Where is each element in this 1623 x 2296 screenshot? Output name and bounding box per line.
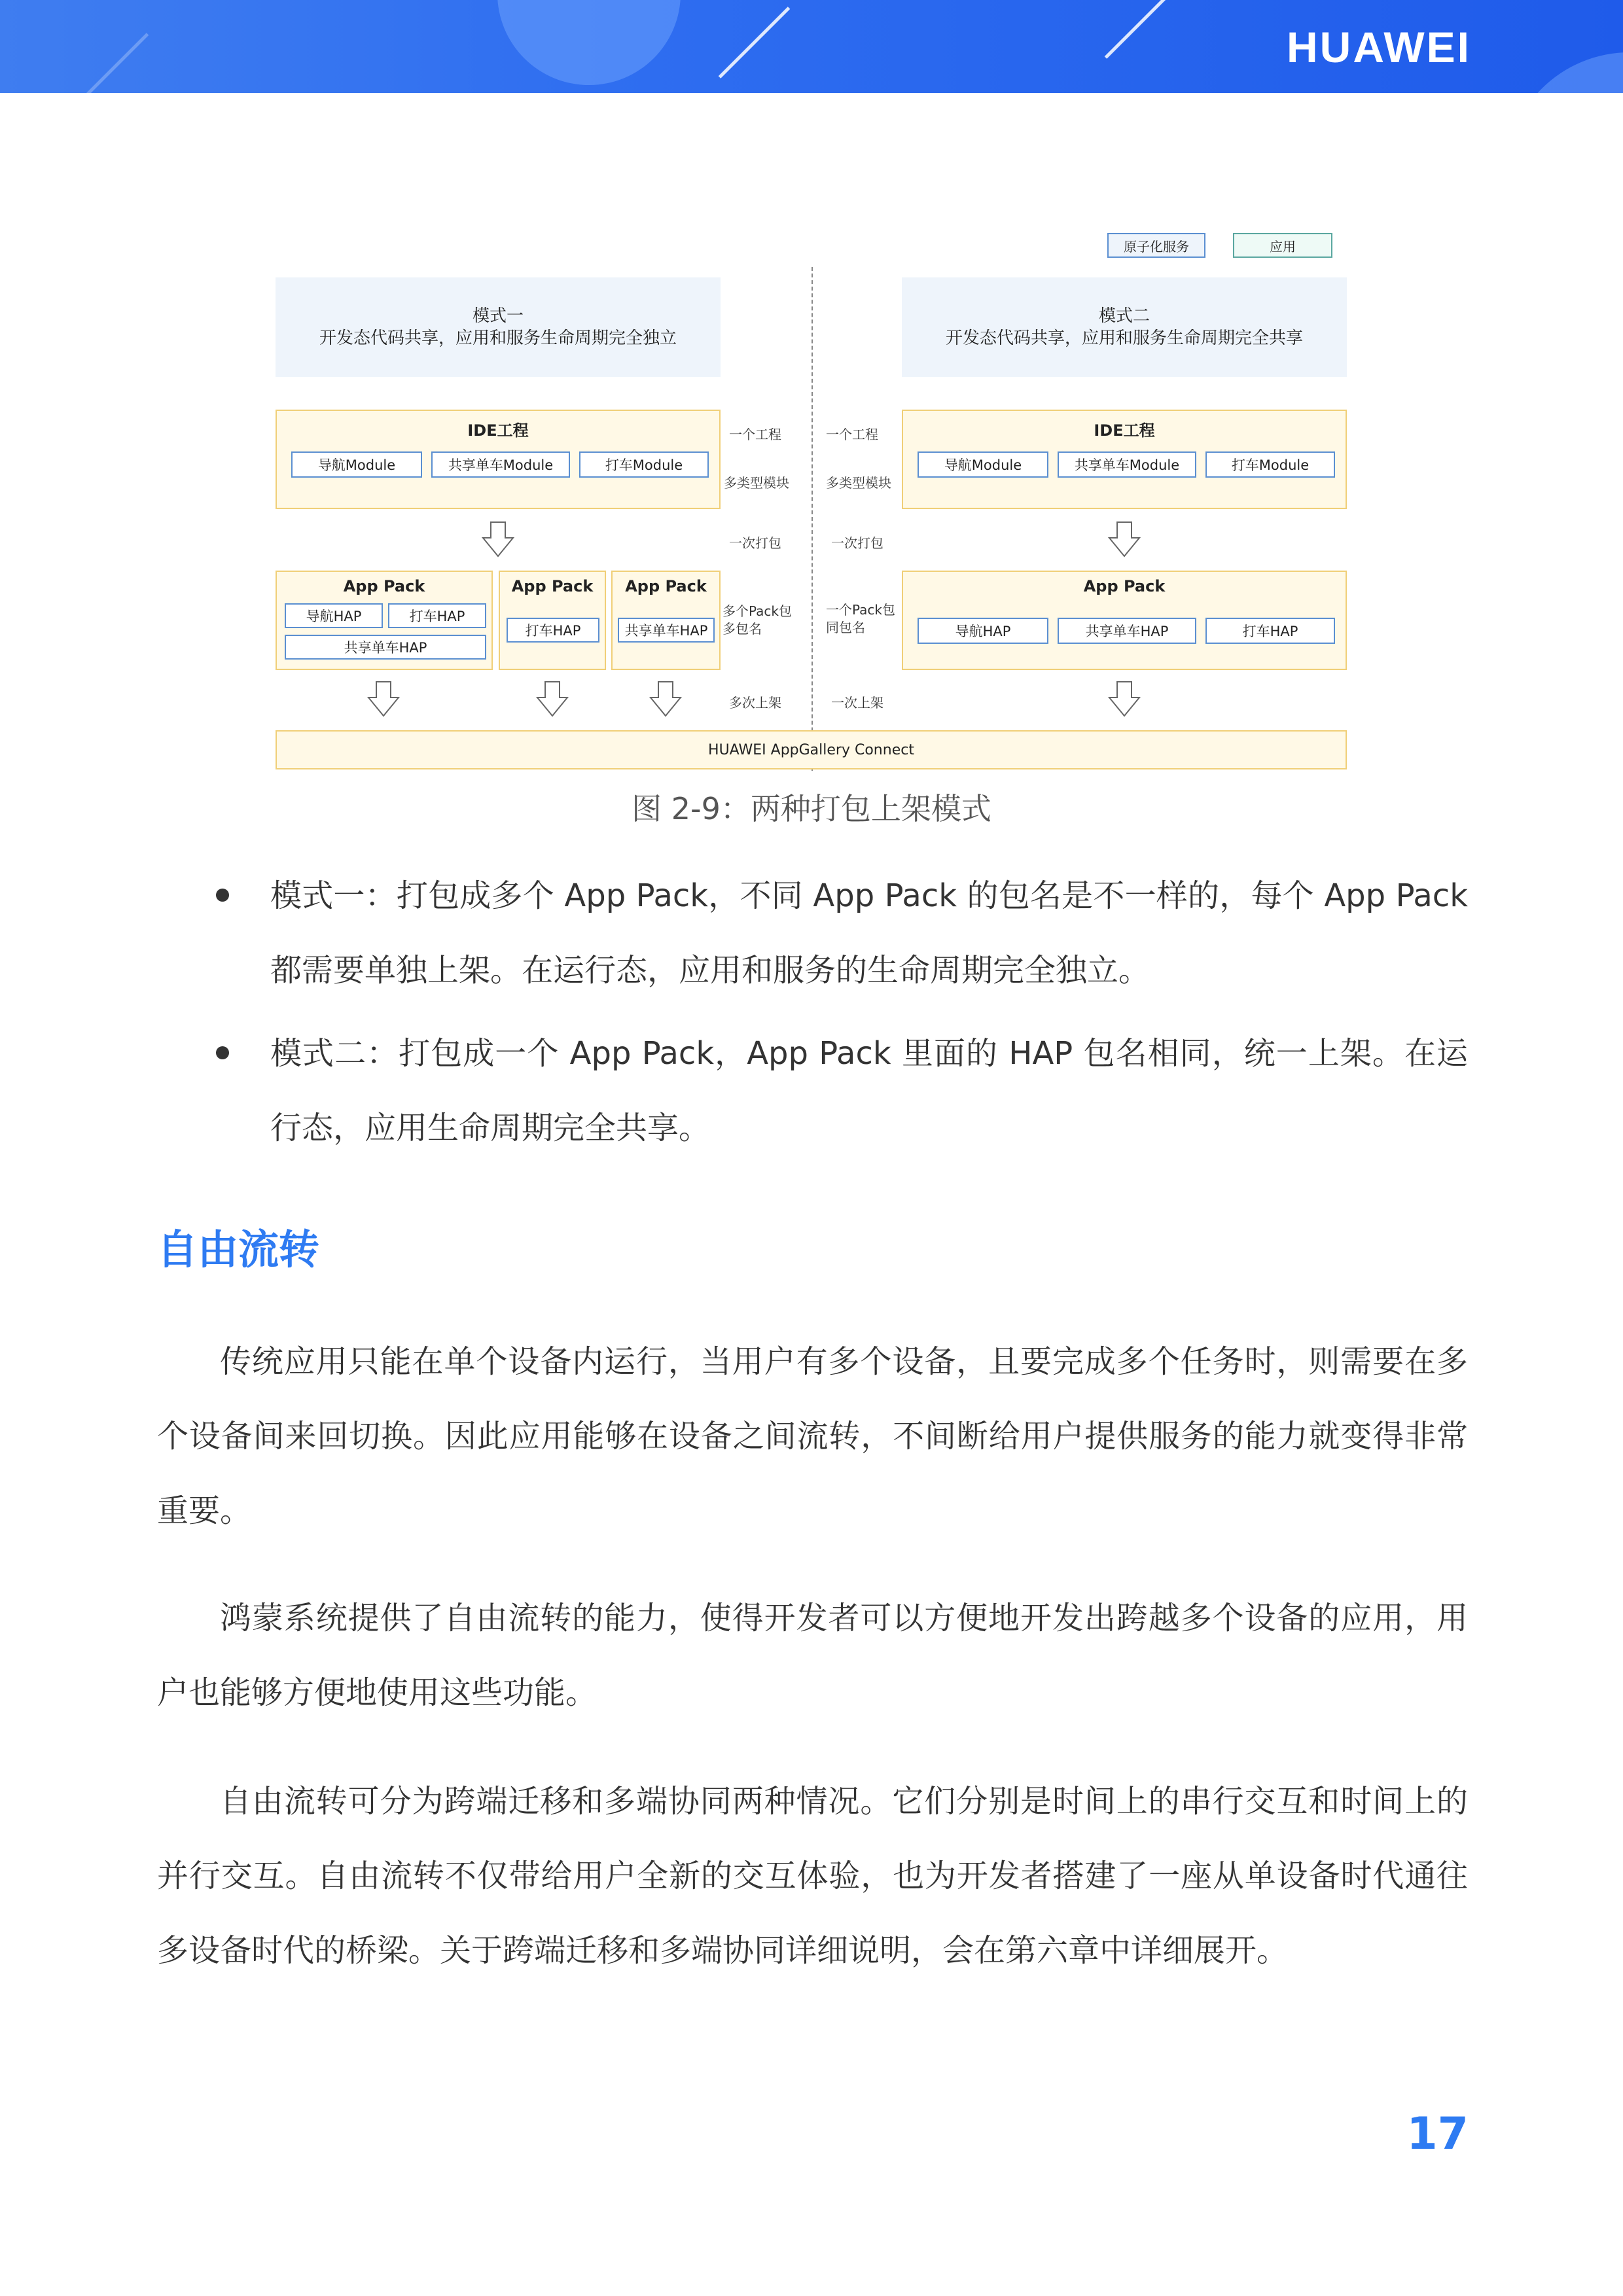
label-multi-release-left: 多次上架 (729, 695, 781, 711)
label-one-project-left: 一个工程 (729, 427, 781, 442)
mode2-desc: 开发态代码共享，应用和服务生命周期完全共享 (945, 328, 1303, 348)
label-multi-pack-left-1: 多个Pack包 (722, 603, 792, 619)
bullet-dot (216, 1046, 229, 1059)
module-taxi-left (579, 451, 709, 478)
hap-nav-left (285, 603, 383, 628)
module-share-bike-right (1058, 451, 1196, 478)
module-nav-right-label: 导航Module (944, 457, 1022, 473)
mode2-box (902, 277, 1347, 377)
appgallery-connect-bar (276, 730, 1347, 769)
hap-nav-left-label: 导航HAP (306, 609, 362, 624)
label-multi-module-left: 多类型模块 (724, 475, 789, 491)
hap-taxi-left-1 (388, 603, 486, 628)
label-one-release-right: 一次上架 (831, 695, 883, 711)
ide-project-right-title: IDE工程 (1094, 421, 1155, 440)
hap-taxi-left-2 (507, 618, 599, 643)
hap-share-bike-right-label: 共享单车HAP (1085, 624, 1169, 639)
bullet-item-1: 模式一：打包成多个 App Pack，不同 App Pack 的包名是不一样的，每个 App Pack 都需要单独上架。在运行态，应用和服务的生命周期完全独立。 (270, 877, 1468, 989)
page-number: 17 (1406, 2108, 1469, 2160)
mode2-title: 模式二 (1098, 306, 1150, 326)
hap-share-bike-left-1 (285, 635, 486, 660)
app-pack-left-3-title: App Pack (625, 577, 707, 595)
app-pack-right (902, 571, 1347, 670)
legend-atomic-service-label: 原子化服务 (1124, 238, 1189, 255)
module-share-bike-left-label: 共享单车Module (448, 457, 554, 473)
down-arrow-icon (1108, 680, 1141, 717)
packaging-diagram (0, 0, 1623, 826)
figure-caption: 图 2-9：两种打包上架模式 (632, 791, 991, 826)
module-nav-left (291, 451, 422, 478)
bullet-item-2: 模式二：打包成一个 App Pack，App Pack 里面的 HAP 包名相同，统一上架。在运行态，应用生命周期完全共享。 (270, 1035, 1468, 1146)
paragraph-1: 传统应用只能在单个设备内运行，当用户有多个设备，且要完成多个任务时，则需要在多个设备间来回切换。因此应用能够在设备之间流转，不间断给用户提供服务的能力就变得非常重要。 (157, 1343, 1468, 1529)
module-share-bike-right-label: 共享单车Module (1074, 457, 1180, 473)
module-taxi-left-label: 打车Module (605, 457, 683, 473)
ide-project-left-title: IDE工程 (467, 421, 529, 440)
app-pack-right-title: App Pack (1083, 577, 1166, 595)
paragraph-2: 鸿蒙系统提供了自由流转的能力，使得开发者可以方便地开发出跨越多个设备的应用，用户也能够方便地使用这些功能。 (157, 1600, 1468, 1711)
module-nav-right (918, 451, 1048, 478)
legend-app (1233, 233, 1332, 258)
hap-share-bike-left-1-label: 共享单车HAP (344, 640, 427, 656)
hap-taxi-left-2-label: 打车HAP (525, 623, 581, 639)
app-pack-left-3 (611, 571, 721, 670)
app-pack-left-2 (499, 571, 606, 670)
hap-share-bike-left-2 (618, 618, 715, 643)
hap-taxi-right (1205, 618, 1335, 644)
module-taxi-right (1205, 451, 1335, 478)
hap-share-bike-right (1058, 618, 1196, 644)
app-pack-left-1-title: App Pack (343, 577, 425, 595)
hap-nav-right-label: 导航HAP (955, 624, 1011, 639)
down-arrow-icon (1108, 521, 1141, 557)
label-one-project-right: 一个工程 (826, 427, 878, 442)
label-multi-module-right: 多类型模块 (826, 475, 891, 491)
down-arrow-icon (536, 680, 569, 717)
app-pack-left-1 (276, 571, 493, 670)
label-one-pack-right-2: 同包名 (826, 620, 865, 635)
legend-atomic-service (1107, 233, 1205, 258)
module-nav-left-label: 导航Module (317, 457, 396, 473)
mode1-desc: 开发态代码共享，应用和服务生命周期完全独立 (319, 328, 677, 348)
hap-taxi-left-1-label: 打车HAP (409, 609, 465, 624)
label-one-package-left: 一次打包 (729, 535, 781, 551)
module-taxi-right-label: 打车Module (1231, 457, 1310, 473)
module-share-bike-left (431, 451, 570, 478)
hap-nav-right (918, 618, 1048, 644)
ide-project-left (276, 410, 721, 509)
hap-taxi-right-label: 打车HAP (1242, 624, 1298, 639)
bullet-dot (216, 889, 229, 902)
down-arrow-icon (649, 680, 682, 717)
center-divider (812, 267, 813, 771)
down-arrow-icon (367, 680, 400, 717)
paragraph-3: 自由流转可分为跨端迁移和多端协同两种情况。它们分别是时间上的串行交互和时间上的并行交互。自由流转不仅带给用户全新的交互体验，也为开发者搭建了一座从单设备时代通往多设备时代的桥梁。关于跨端迁移和多端协同详细说明，会在第六章中详细展开。 (157, 1783, 1468, 1969)
ide-project-right (902, 410, 1347, 509)
app-pack-left-2-title: App Pack (511, 577, 594, 595)
hap-share-bike-left-2-label: 共享单车HAP (624, 623, 708, 639)
label-one-package-right: 一次打包 (831, 535, 883, 551)
mode1-title: 模式一 (472, 306, 524, 326)
down-arrow-icon (482, 521, 514, 557)
mode1-box (276, 277, 721, 377)
huawei-logo: HUAWEI (1287, 23, 1471, 71)
label-multi-pack-left-2: 多包名 (722, 621, 762, 637)
legend-app-label: 应用 (1270, 238, 1296, 255)
section-heading: 自由流转 (157, 1226, 320, 1273)
label-one-pack-right-1: 一个Pack包 (826, 602, 895, 618)
appgallery-connect-label: HUAWEI AppGallery Connect (708, 741, 914, 758)
